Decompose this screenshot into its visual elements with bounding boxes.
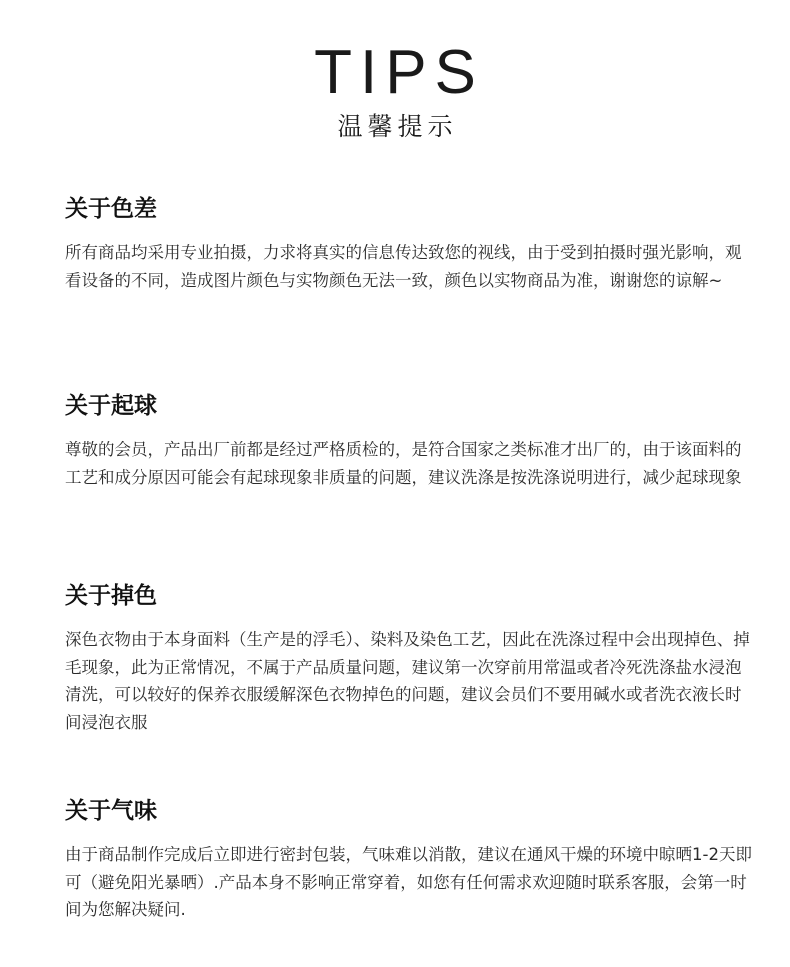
section-body: 所有商品均采用专业拍摄，力求将真实的信息传达致您的视线，由于受到拍摄时强光影响，观看设备的不同，造成图片颜色与实物颜色无法一致，颜色以实物商品为准，谢谢您的谅解~: [65, 243, 742, 290]
section-body: 由于商品制作完成后立即进行密封包装，气味难以消散，建议在通风干燥的环境中晾晒1-2天即可（避免阳光暴晒）.产品本身不影响正常穿着，如您有任何需求欢迎随时联系客服，会第一时间为您解决疑问.: [65, 845, 752, 919]
section-title: 关于起球: [65, 393, 157, 419]
section-odor: [65, 795, 755, 924]
section-pilling: [65, 390, 755, 491]
section-body: 尊敬的会员，产品出厂前都是经过严格质检的，是符合国家之类标准才出厂的，由于该面料的工艺和成分原因可能会有起球现象非质量的问题，建议洗涤是按洗涤说明进行，减少起球现象: [65, 440, 742, 487]
section-title: 关于色差: [65, 196, 157, 222]
section-title: 关于气味: [65, 798, 157, 824]
tips-header: [0, 40, 790, 144]
page-title: TIPS: [314, 38, 484, 107]
section-color-difference: [65, 193, 755, 294]
section-body: 深色衣物由于本身面料（生产是的浮毛）、染料及染色工艺，因此在洗涤过程中会出现掉色、掉毛现象，此为正常情况，不属于产品质量问题，建议第一次穿前用常温或者冷死洗涤盐水浸泡清洗，可以较好的保养衣服缓解深色衣物掉色的问题，建议会员们不要用碱水或者洗衣液长时间浸泡衣服: [65, 630, 750, 732]
section-fading: [65, 580, 755, 736]
page-subtitle: 温馨提示: [337, 112, 458, 141]
section-title: 关于掉色: [65, 583, 157, 609]
